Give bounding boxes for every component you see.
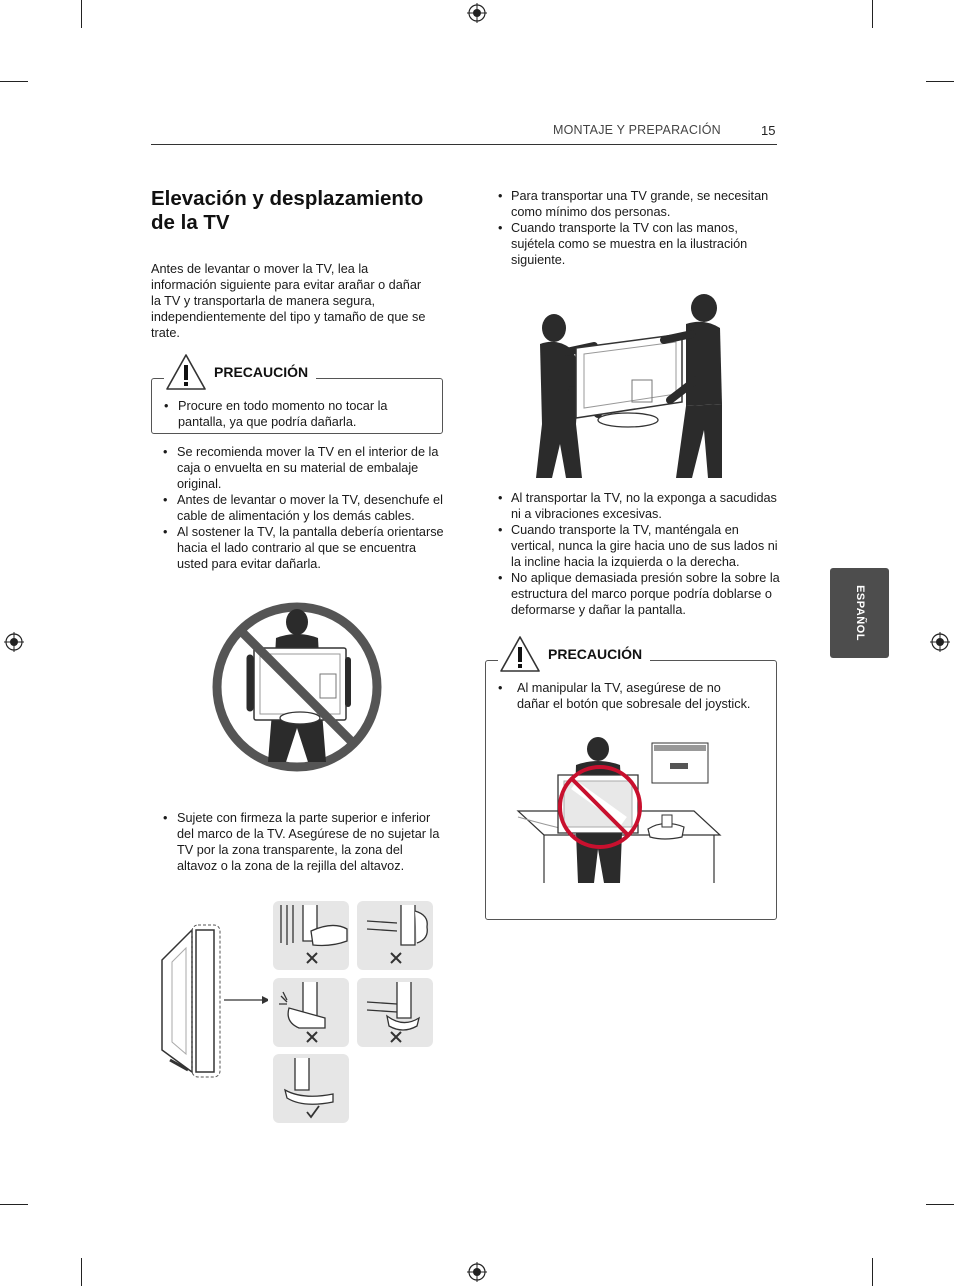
grip-wrong-tile — [273, 901, 349, 970]
joystick-caution-illustration — [514, 737, 726, 883]
crop-mark — [926, 81, 954, 82]
handling-bullets — [151, 444, 446, 572]
page-title: Elevación y desplazamiento de la TV — [151, 187, 424, 234]
grip-wrong-tile — [357, 901, 433, 970]
prohibited-carry-illustration — [210, 600, 384, 774]
crop-mark — [0, 81, 28, 82]
caution-box — [485, 660, 777, 920]
language-tab — [830, 568, 889, 658]
crop-mark — [0, 1204, 28, 1205]
warning-triangle-icon — [498, 634, 542, 674]
transport-safety-bullets — [496, 490, 780, 618]
intro-paragraph: Antes de levantar o mover la TV, lea la información siguiente para evitar arañar o dañar la TV y transportarla de manera segura, independientemente del tipo y tamaño de que se trate. — [151, 262, 426, 340]
running-header-section: MONTAJE Y PREPARACIÓN — [553, 123, 721, 137]
grip-correct-tile — [273, 1054, 349, 1123]
caution-label: PRECAUCIÓN — [548, 646, 643, 662]
grip-bullets — [151, 810, 446, 874]
crop-mark — [872, 1258, 873, 1286]
crop-mark — [872, 0, 873, 28]
list-item: • Cuando transporte la TV con las manos, sujétela como se muestra en la ilustración siguiente. — [496, 220, 778, 268]
language-tab-label: ESPAÑOL — [853, 585, 866, 641]
warning-triangle-icon — [164, 352, 208, 392]
registration-mark-icon — [4, 632, 24, 652]
registration-mark-icon — [467, 3, 487, 23]
caution-item: • Al manipular la TV, asegúrese de no dañar el botón que sobresale del joystick. — [486, 680, 756, 712]
crop-mark — [81, 1258, 82, 1286]
header-rule — [151, 144, 777, 145]
list-item: • No aplique demasiada presión sobre la sobre la estructura del marco porque podría doblarse o deformarse y dañar la pantalla. — [496, 570, 780, 618]
transport-bullets — [496, 188, 778, 268]
grip-wrong-tile — [273, 978, 349, 1047]
list-item: • Sujete con firmeza la parte superior e inferior del marco de la TV. Asegúrese de no sujetar la TV por la zona transparente, la zona del altavoz o la zona de la rejilla del altavoz. — [151, 810, 446, 874]
crop-mark — [926, 1204, 954, 1205]
list-item: • Al sostener la TV, la pantalla debería orientarse hacia el lado contrario al que se encuentra usted para evitar dañarla. — [151, 524, 446, 572]
list-item: • Para transportar una TV grande, se necesitan como mínimo dos personas. — [496, 188, 778, 220]
crop-mark — [81, 0, 82, 28]
registration-mark-icon — [467, 1262, 487, 1282]
list-item: • Al transportar la TV, no la exponga a sacudidas ni a vibraciones excesivas. — [496, 490, 780, 522]
page-number: 15 — [761, 123, 776, 138]
tv-side-profile-illustration — [158, 922, 268, 1082]
list-item: • Antes de levantar o mover la TV, desenchufe el cable de alimentación y los demás cables. — [151, 492, 446, 524]
caution-label: PRECAUCIÓN — [214, 364, 309, 380]
caution-heading — [164, 352, 316, 392]
two-person-carry-illustration — [536, 294, 724, 480]
grip-wrong-tile — [357, 978, 433, 1047]
registration-mark-icon — [930, 632, 950, 652]
caution-item: • Procure en todo momento no tocar la pantalla, ya que podría dañarla. — [152, 398, 422, 430]
list-item: • Se recomienda mover la TV en el interior de la caja o envuelta en su material de embalaje original. — [151, 444, 446, 492]
caution-heading — [498, 634, 650, 674]
list-item: • Cuando transporte la TV, manténgala en vertical, nunca la gire hacia uno de sus lados ni la incline hacia la izquierda o la derecha. — [496, 522, 780, 570]
